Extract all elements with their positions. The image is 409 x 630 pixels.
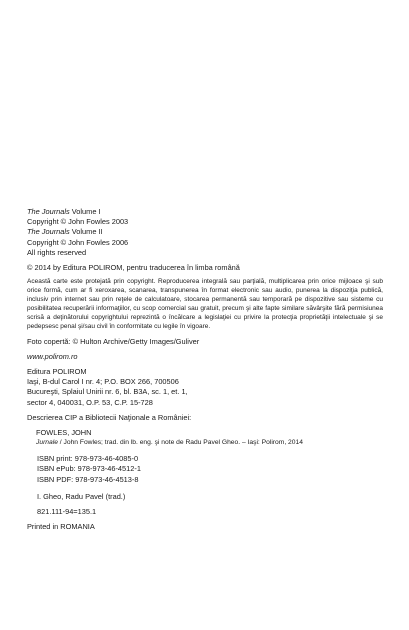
journals-volume-2: The Journals Volume II [27,227,103,237]
cip-description: Jurnale / John Fowles; trad. din lb. eng. şi note de Radu Pavel Gheo. – Iaşi: Polirom, 2014 [36,439,303,447]
publisher-name: Editura POLIROM [27,367,87,377]
printed-in: Printed in ROMANIA [27,522,95,532]
copyright-page [27,207,383,533]
publisher-address-bucuresti: Bucureşti, Splaiul Unirii nr. 6, bl. B3A, sc. 1, et. 1, [27,387,188,397]
website-link[interactable]: www.polirom.ro [27,351,78,361]
isbn-print: ISBN print: 978-973-46-4085-0 [37,454,139,464]
all-rights-reserved: All rights reserved [27,247,87,257]
cip-udc: 821.111-94=135.1 [37,507,97,517]
copyright-2003: Copyright © John Fowles 2003 [27,217,129,227]
cover-photo-credit: Foto copertă: © Hulton Archive/Getty Images/Guliver [27,336,200,346]
journals-title: The Journals [27,207,70,216]
isbn-pdf: ISBN PDF: 978-973-46-4513-8 [37,474,139,484]
translation-copyright: © 2014 by Editura POLIROM, pentru traducerea în limba română [27,263,240,273]
cip-author: FOWLES, JOHN [36,428,92,438]
journals-title: The Journals [27,227,70,237]
isbn-epub: ISBN ePub: 978-973-46-4512-1 [37,464,141,474]
journals-volume-1: The Journals Volume I [27,207,101,216]
copyright-2006: Copyright © John Fowles 2006 [27,237,129,247]
publisher-address-sector: sector 4, 040031, O.P. 53, C.P. 15-728 [27,397,153,407]
legal-notice: Această carte este protejată prin copyright. Reproducerea integrală sau parţială, multiplicarea prin orice mijloace şi sub orice formă, cum ar fi xeroxarea, scanarea, transpunerea în format electronic sau audio, punerea la dispoziţia publică, inclusiv prin internet sau prin reţele de calculatoare, stocarea permanentă sau temporară pe dispozitive sau sisteme cu posibilitatea recuperării informaţiilor, cu scop comercial sau gratuit, precum şi alte fapte similare săvârşite fără permisiunea scrisă a deţinătorului copyrightului reprezintă o încălcare a legislaţiei cu privire la protecţia proprietăţii intelectuale şi se pedepsesc penal şi/sau civil în conformitate cu legile în vigoare. [27,278,383,330]
cip-heading: Descrierea CIP a Bibliotecii Naţionale a României: [27,412,192,422]
cip-translator: I. Gheo, Radu Pavel (trad.) [37,491,126,501]
publisher-address-iasi: Iaşi, B-dul Carol I nr. 4; P.O. BOX 266, 700506 [27,377,179,387]
cip-title: Jurnale [36,439,58,447]
